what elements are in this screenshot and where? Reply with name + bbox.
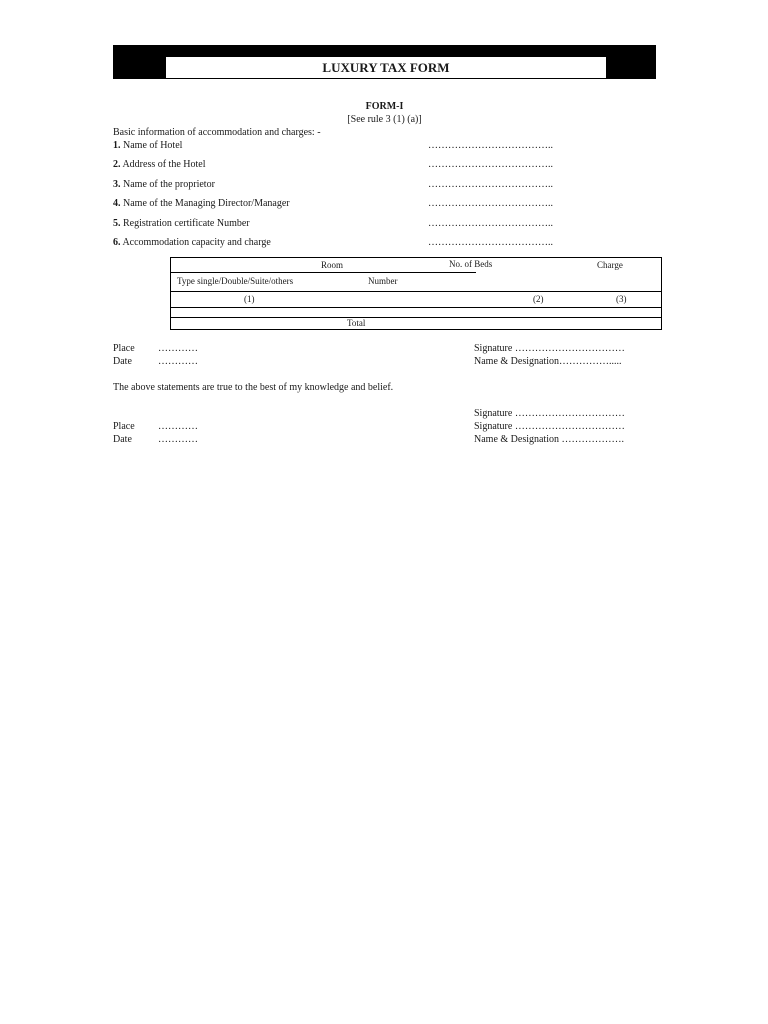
signature-line[interactable]: Signature …………………………… — [474, 408, 625, 419]
form-heading: FORM-I — [365, 101, 404, 112]
item-proprietor — [113, 179, 215, 191]
place-label: Place — [113, 421, 135, 432]
item-label: Address of the Hotel — [122, 159, 206, 170]
place-field[interactable]: ………… — [158, 343, 198, 354]
proprietor-field[interactable]: ……………………………….. — [428, 179, 553, 190]
item-label: Name of the proprietor — [123, 179, 215, 190]
item-number: 4. — [113, 198, 121, 209]
item-number: 5. — [113, 218, 121, 229]
item-registration-number — [113, 218, 250, 230]
column-number-3: (3) — [616, 294, 627, 304]
header-room: Room — [321, 260, 344, 270]
item-hotel-address — [113, 159, 206, 171]
place-label: Place — [113, 343, 135, 354]
name-designation-line[interactable]: Name & Designation ………………. — [474, 434, 624, 445]
item-label: Name of the Managing Director/Manager — [123, 198, 290, 209]
date-field[interactable]: ………… — [158, 356, 198, 367]
item-accommodation-capacity — [113, 237, 271, 249]
form-rule-reference: [See rule 3 (1) (a)] — [347, 114, 422, 125]
item-number: 2. — [113, 159, 121, 170]
intro-text: Basic information of accommodation and charges: - — [113, 127, 321, 138]
declaration-text: The above statements are true to the best of my knowledge and belief. — [113, 382, 394, 393]
column-number-2: (2) — [533, 294, 544, 304]
accommodation-table — [170, 257, 662, 330]
date-field[interactable]: ………… — [158, 434, 198, 445]
accommodation-capacity-field[interactable]: ……………………………….. — [428, 237, 553, 248]
subheader-room-number: Number — [368, 276, 398, 286]
place-field[interactable]: ………… — [158, 421, 198, 432]
item-label: Registration certificate Number — [123, 218, 250, 229]
registration-number-field[interactable]: ……………………………….. — [428, 218, 553, 229]
row-divider — [171, 307, 661, 308]
item-number: 1. — [113, 140, 121, 151]
row-divider — [171, 291, 661, 292]
signature-line[interactable]: Signature …………………………… — [474, 421, 625, 432]
item-number: 3. — [113, 179, 121, 190]
date-label: Date — [113, 356, 132, 367]
form-title: LUXURY TAX FORM — [166, 57, 606, 78]
name-designation-line[interactable]: Name & Designation……………..... — [474, 356, 622, 367]
header-no-of-beds: No. of Beds — [449, 259, 493, 269]
subheader-room-type: Type single/Double/Suite/others — [177, 276, 294, 286]
item-number: 6. — [113, 237, 121, 248]
header-divider — [171, 272, 476, 273]
column-number-1: (1) — [244, 294, 255, 304]
item-managing-director — [113, 198, 290, 210]
total-label: Total — [347, 318, 366, 328]
date-label: Date — [113, 434, 132, 445]
managing-director-field[interactable]: ……………………………….. — [428, 198, 553, 209]
hotel-address-field[interactable]: ……………………………….. — [428, 159, 553, 170]
signature-line[interactable]: Signature …………………………… — [474, 343, 625, 354]
header-charge: Charge — [597, 260, 623, 270]
item-hotel-name — [113, 140, 182, 152]
item-label: Accommodation capacity and charge — [122, 237, 271, 248]
item-label: Name of Hotel — [123, 140, 183, 151]
hotel-name-field[interactable]: ……………………………….. — [428, 140, 553, 151]
row-divider — [171, 317, 661, 318]
